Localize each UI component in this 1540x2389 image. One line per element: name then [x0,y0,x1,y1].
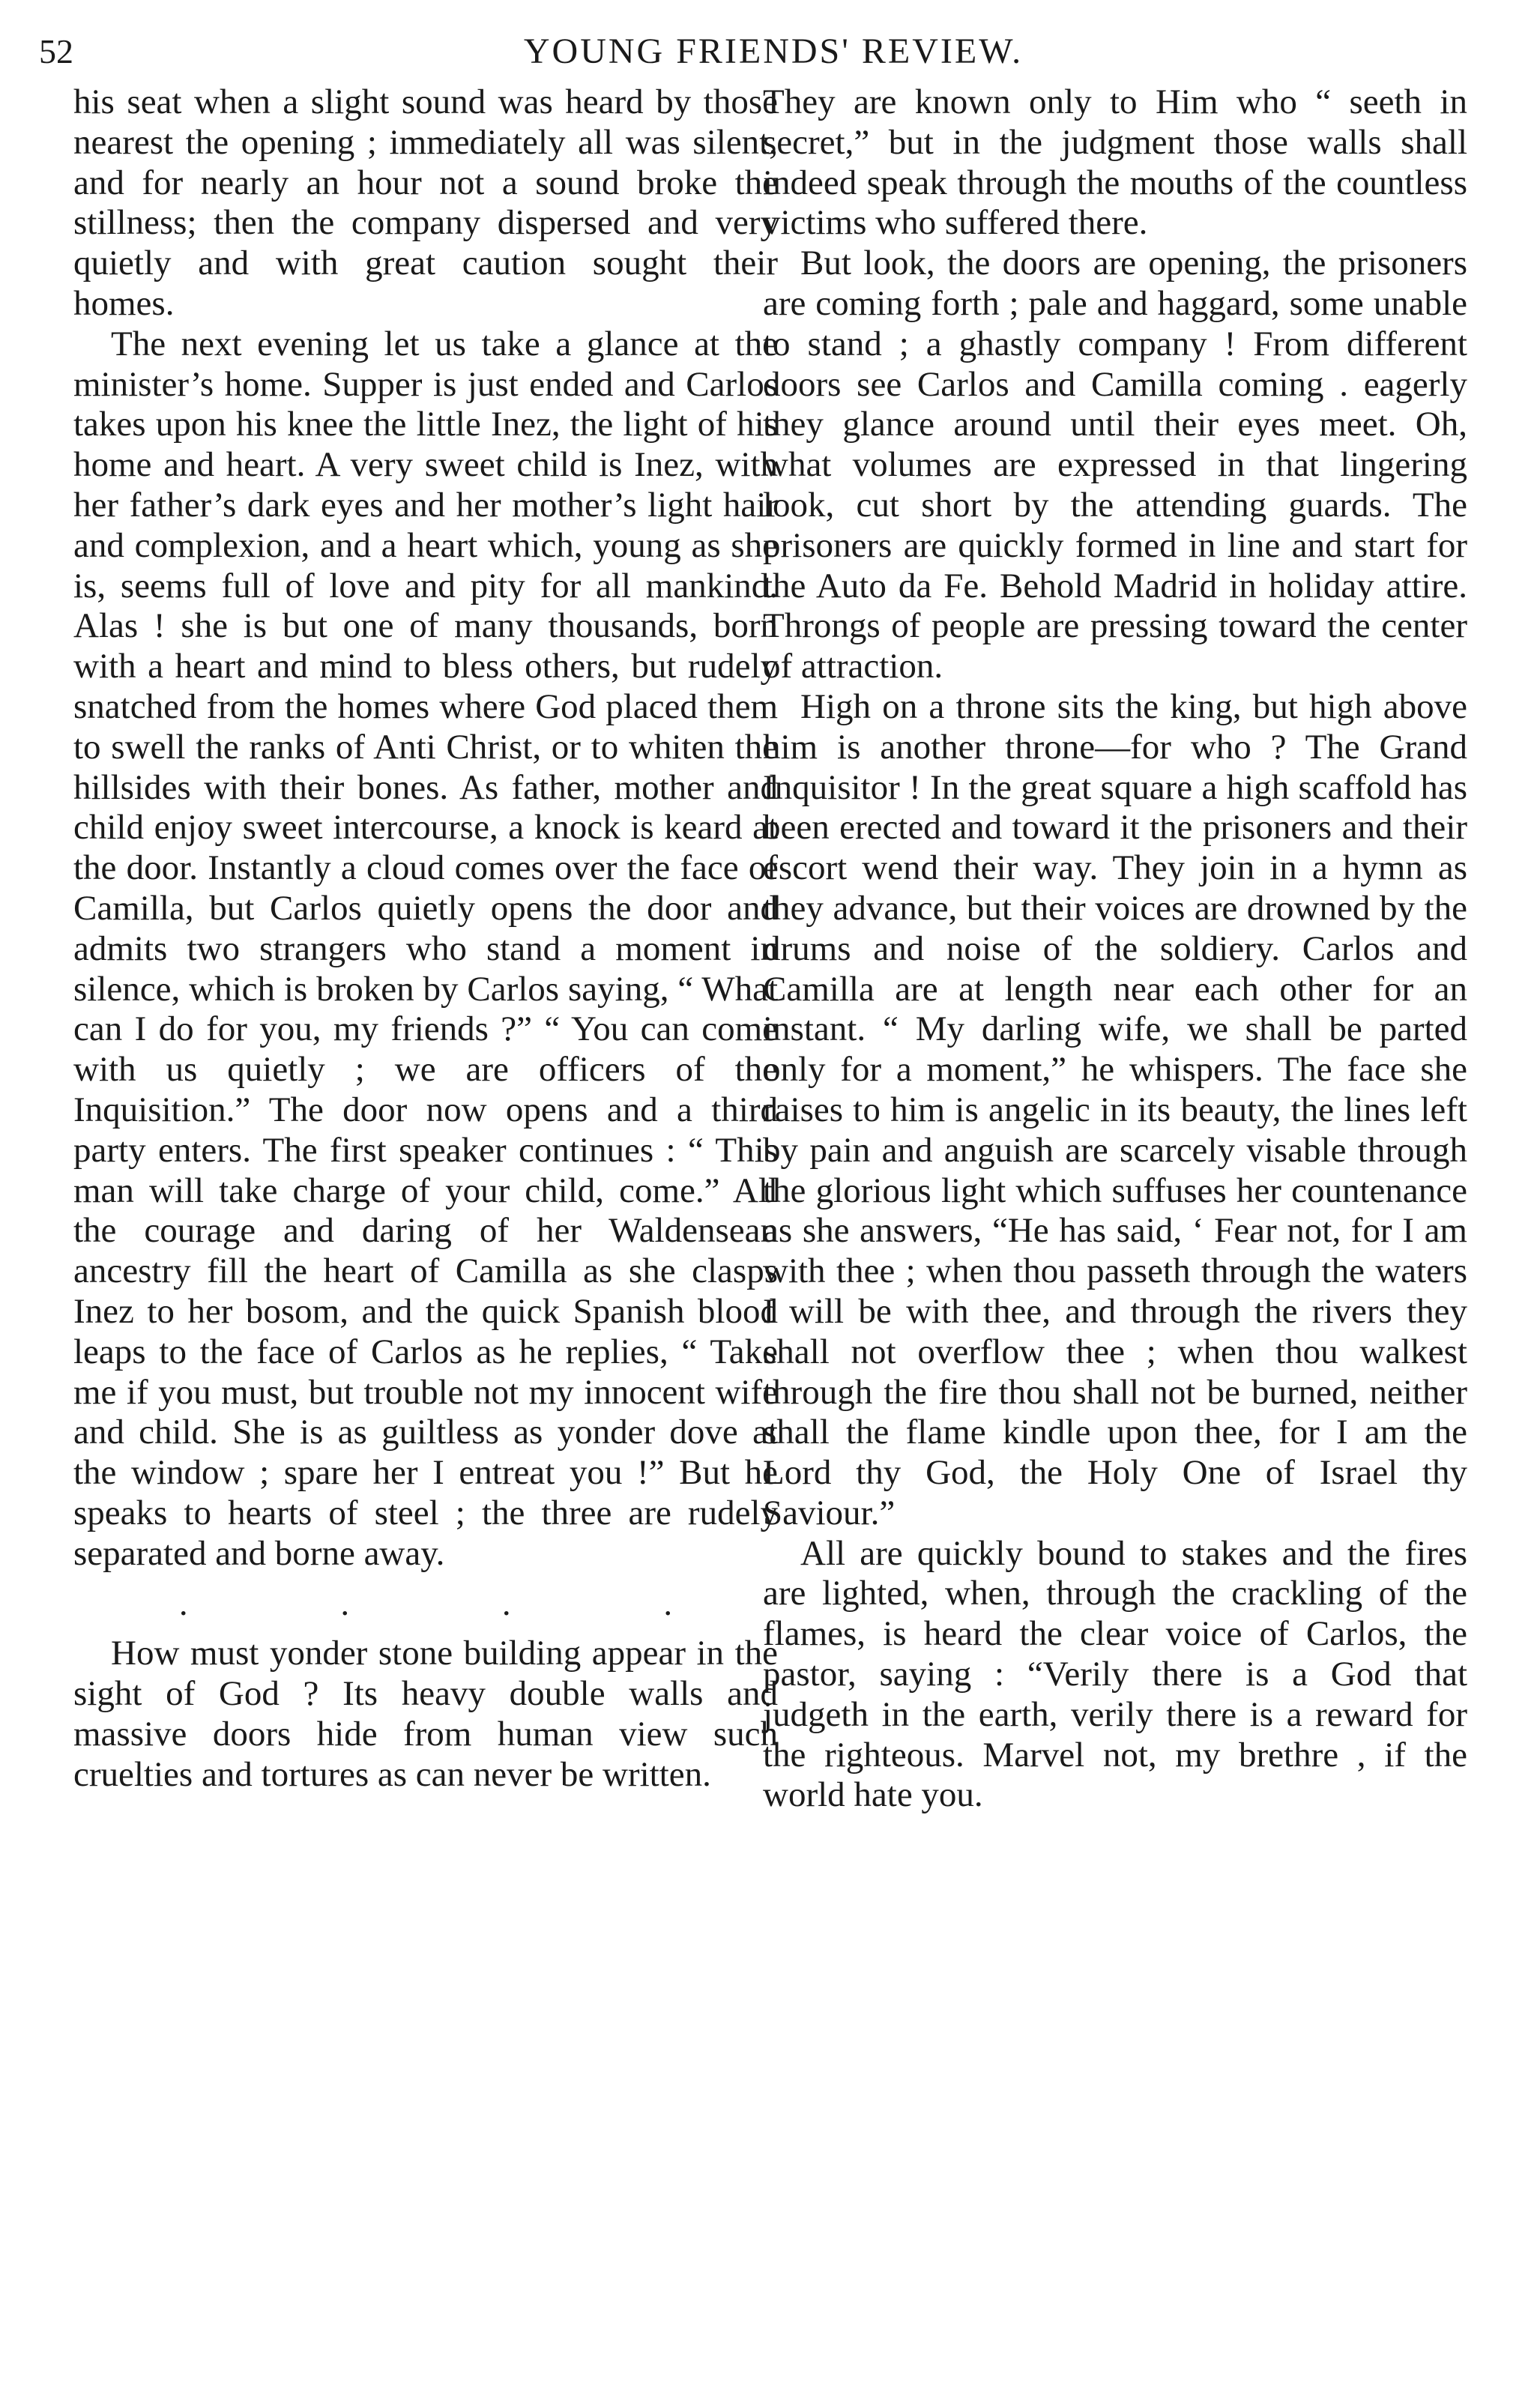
paragraph: High on a throne sits the king, but high above him is another throne—for who ? The Grand Inquisitor ! In the great square a high scaffold has been erected and toward it the prisoners and their escort wend their way. They join in a hymn as they advance, but their voices are drowned by the drums and noise of the soldiery. Carlos and Camilla are at length near each other for an instant. “ My darling wife, we shall be parted only for a moment,” he whispers. The face she raises to him is angelic in its beauty, the lines left by pain and anguish are scarcely visable through the glorious light which suffuses her countenance as she answers, “He has said, ‘ Fear not, for I am with thee ; when thou passeth through the waters I will be with thee, and through the rivers they shall not overflow thee ; when thou walkest through the fire thou shall not be burned, neither shall the flame kindle upon thee, for I am the Lord thy God, the Holy One of Israel thy Saviour.” [763,686,1467,1532]
right-column [763,82,1467,1816]
left-column [73,82,778,1795]
page-number: 52 [39,32,73,70]
paragraph: his seat when a slight sound was heard by those nearest the opening ; immediately all was silent, and for nearly an hour not a sound broke the stillness; then the company dispersed and very quietly and with great caution sought their homes. [73,82,778,323]
running-title: YOUNG FRIENDS' REVIEW. [523,31,1024,71]
paragraph: The next evening let us take a glance at the minister’s home. Supper is just ended and Carlos takes upon his knee the little Inez, the light of his home and heart. A very sweet child is Inez, with her father’s dark eyes and her mother’s light hair and complexion, and a heart which, young as she is, seems full of love and pity for all mankind. Alas ! she is but one of many thousands, born with a heart and mind to bless others, but rudely snatched from the homes where God placed them to swell the ranks of Anti Christ, or to whiten the hillsides with their bones. As father, mother and child enjoy sweet intercourse, a knock is keard at the door. Instantly a cloud comes over the face of Camilla, but Carlos quietly opens the door and admits two strangers who stand a moment in silence, which is broken by Carlos saying, “ What can I do for you, my friends ?” “ You can come with us quietly ; we are officers of the Inquisition.” The door now opens and a third party enters. The first speaker continues : “ This man will take charge of your child, come.” All the courage and daring of her Waldensean ancestry fill the heart of Camilla as she clasps Inez to her bosom, and the quick Spanish blood leaps to the face of Carlos as he replies, “ Take me if you must, but trouble not my innocent wife and child. She is as guiltless as yonder dove at the window ; spare her I entreat you !” But he speaks to hearts of steel ; the three are rudely separated and borne away. [73,324,778,1573]
section-separator: . . . . [178,1584,745,1624]
paragraph: How must yonder stone building appear in the sight of God ? Its heavy double walls and massive doors hide from human view such cruelties and tortures as can never be written. [73,1634,778,1794]
paragraph: But look, the doors are opening, the prisoners are coming forth ; pale and haggard, some unable to stand ; a ghastly company ! From different doors see Carlos and Camilla coming . eagerly they glance around until their eyes meet. Oh, what volumes are expressed in that lingering look, cut short by the attending guards. The prisoners are quickly formed in line and start for the Auto da Fe. Behold Madrid in holiday attire. Throngs of people are pressing toward the center of attraction. [763,244,1467,686]
paragraph: They are known only to Him who “ seeth in secret,” but in the judgment those walls shall indeed speak through the mouths of the countless victims who suffered there. [763,82,1467,243]
paragraph: All are quickly bound to stakes and the fires are lighted, when, through the crackling of the flames, is heard the clear voice of Carlos, the pastor, saying : “Verily there is a God that judgeth in the earth, verily there is a reward for the righteous. Marvel not, my brethre , if the world hate you. [763,1533,1467,1815]
page-header [39,25,1508,78]
